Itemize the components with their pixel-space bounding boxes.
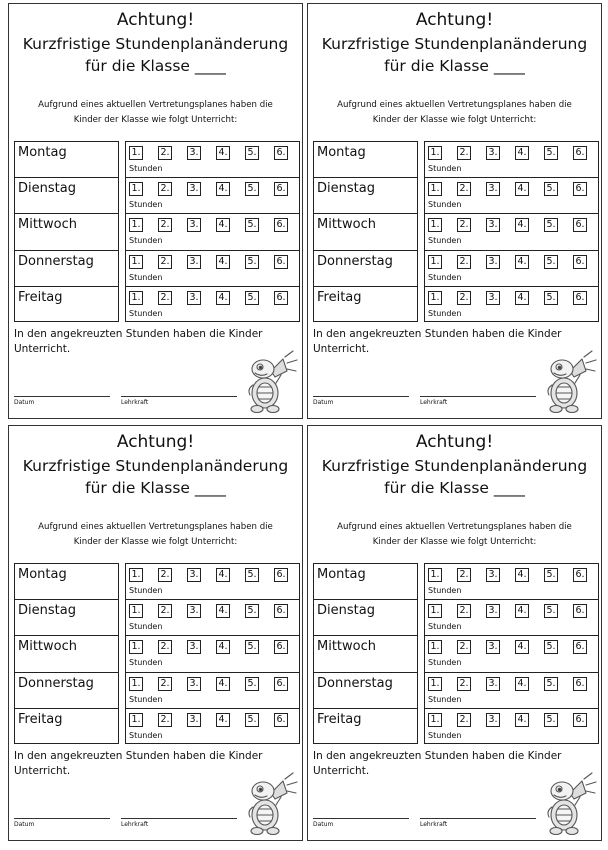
lesson-checkbox[interactable]: 3.: [486, 640, 500, 654]
day-name: Dienstag: [317, 181, 375, 197]
day-column: [14, 141, 119, 322]
lesson-checkbox[interactable]: 2.: [457, 640, 471, 654]
teacher-label: Lehrkraft: [121, 821, 149, 828]
lesson-row: [425, 214, 598, 250]
day-row: [15, 142, 118, 178]
turtle-megaphone-icon: [241, 771, 299, 837]
day-name: Freitag: [18, 289, 63, 305]
lesson-checkbox[interactable]: 1.: [129, 713, 143, 727]
day-name: Donnerstag: [18, 675, 94, 691]
lesson-row: [126, 251, 299, 287]
lesson-checkbox[interactable]: 4.: [216, 568, 230, 582]
lesson-checkbox[interactable]: 6.: [573, 255, 587, 269]
lesson-checkbox[interactable]: 6.: [274, 604, 288, 618]
schedule-table: [14, 563, 300, 744]
turtle-megaphone-icon: [540, 771, 598, 837]
day-row: [314, 636, 417, 672]
lesson-row: [126, 214, 299, 250]
lesson-checkbox[interactable]: 6.: [573, 218, 587, 232]
intro-line2: Kinder der Klasse wie folgt Unterricht:: [372, 115, 537, 125]
day-row: [15, 636, 118, 672]
day-row: [15, 251, 118, 287]
lesson-checkboxes: [129, 146, 288, 160]
lesson-checkbox[interactable]: 1.: [428, 604, 442, 618]
lesson-checkbox[interactable]: 4.: [216, 713, 230, 727]
lessons-label: Stunden: [428, 236, 462, 246]
date-signature-line[interactable]: [14, 818, 110, 819]
lesson-checkbox[interactable]: 6.: [274, 640, 288, 654]
day-row: [314, 673, 417, 709]
day-row: [314, 214, 417, 250]
lesson-checkboxes: [428, 640, 587, 654]
day-name: Donnerstag: [317, 675, 393, 691]
teacher-signature-line[interactable]: [420, 818, 536, 819]
intro-line2: Kinder der Klasse wie folgt Unterricht:: [73, 115, 238, 125]
teacher-signature-line[interactable]: [121, 396, 237, 397]
lessons-label: Stunden: [129, 308, 163, 318]
lesson-checkbox[interactable]: 2.: [158, 291, 172, 305]
lesson-checkbox[interactable]: 5.: [544, 182, 558, 196]
day-name: Montag: [317, 145, 366, 160]
lesson-checkbox[interactable]: 2.: [158, 604, 172, 618]
lesson-checkbox[interactable]: 1.: [129, 255, 143, 269]
day-row: [314, 251, 417, 287]
lesson-checkbox[interactable]: 1.: [428, 640, 442, 654]
lessons-label: Stunden: [129, 200, 163, 210]
lesson-checkbox[interactable]: 2.: [457, 255, 471, 269]
lesson-checkbox[interactable]: 6.: [274, 146, 288, 160]
lesson-row: [126, 142, 299, 178]
notice-subtitle-line2: für die Klasse ____: [85, 479, 226, 497]
lesson-checkbox[interactable]: 4.: [216, 640, 230, 654]
lesson-checkbox[interactable]: 5.: [245, 640, 259, 654]
lesson-checkbox[interactable]: 4.: [216, 146, 230, 160]
lesson-checkboxes: [129, 291, 288, 305]
notice-subtitle-line1: Kurzfristige Stundenplanänderung: [22, 35, 289, 53]
date-label: Datum: [313, 821, 334, 828]
lesson-row: [425, 178, 598, 214]
lesson-checkboxes: [428, 255, 587, 269]
lesson-checkbox[interactable]: 1.: [428, 218, 442, 232]
lesson-row: [425, 564, 598, 600]
lesson-checkboxes: [129, 568, 288, 582]
lesson-checkbox[interactable]: 1.: [129, 291, 143, 305]
lesson-checkbox[interactable]: 5.: [544, 640, 558, 654]
note-line1: In den angekreuzten Stunden haben die Kinder: [313, 328, 562, 340]
lessons-label: Stunden: [129, 272, 163, 282]
lesson-checkbox[interactable]: 6.: [573, 713, 587, 727]
lesson-checkbox[interactable]: 6.: [274, 182, 288, 196]
intro-text: [9, 520, 302, 550]
lesson-checkbox[interactable]: 1.: [428, 146, 442, 160]
lesson-checkbox[interactable]: 6.: [573, 604, 587, 618]
notice-title: Achtung!: [415, 432, 494, 452]
lesson-checkbox[interactable]: 2.: [457, 218, 471, 232]
lesson-checkbox[interactable]: 6.: [274, 677, 288, 691]
intro-text: [308, 98, 601, 128]
intro-line2: Kinder der Klasse wie folgt Unterricht:: [73, 537, 238, 547]
lesson-checkboxes: [129, 640, 288, 654]
lesson-checkbox[interactable]: 4.: [216, 604, 230, 618]
day-name: Mittwoch: [18, 217, 77, 233]
intro-line1: Aufgrund eines aktuellen Vertretungsplanes haben die: [38, 100, 273, 110]
lessons-label: Stunden: [428, 308, 462, 318]
notice-title: Achtung!: [116, 432, 195, 452]
day-row: [15, 287, 118, 323]
lesson-checkbox[interactable]: 5.: [245, 713, 259, 727]
day-row: [314, 709, 417, 745]
lesson-checkbox[interactable]: 4.: [515, 568, 529, 582]
day-column: [313, 141, 418, 322]
lesson-checkbox[interactable]: 5.: [245, 604, 259, 618]
lesson-checkbox[interactable]: 5.: [245, 146, 259, 160]
lesson-checkbox[interactable]: 2.: [158, 146, 172, 160]
day-row: [314, 178, 417, 214]
notice-card: [307, 3, 602, 419]
lesson-row: [126, 287, 299, 323]
lesson-checkbox[interactable]: 1.: [129, 568, 143, 582]
lesson-checkbox[interactable]: 2.: [457, 677, 471, 691]
lesson-checkboxes: [129, 604, 288, 618]
lessons-label: Stunden: [428, 658, 462, 668]
lesson-checkboxes: [428, 146, 587, 160]
lesson-row: [425, 673, 598, 709]
teacher-signature-line[interactable]: [420, 396, 536, 397]
lesson-checkboxes: [428, 182, 587, 196]
note-line2: Unterricht.: [313, 765, 370, 777]
lessons-label: Stunden: [129, 694, 163, 704]
lesson-row: [425, 142, 598, 178]
lesson-checkbox[interactable]: 1.: [129, 218, 143, 232]
intro-text: [9, 98, 302, 128]
notice-subtitle-line1: Kurzfristige Stundenplanänderung: [321, 457, 588, 475]
lesson-checkbox[interactable]: 2.: [457, 146, 471, 160]
lessons-label: Stunden: [129, 586, 163, 595]
schedule-table: [14, 141, 300, 322]
date-signature-line[interactable]: [313, 396, 409, 397]
notice-subtitle-line2: für die Klasse ____: [85, 57, 226, 75]
day-name: Freitag: [317, 711, 362, 727]
lesson-checkbox[interactable]: 1.: [428, 568, 442, 582]
lesson-checkbox[interactable]: 2.: [457, 604, 471, 618]
intro-text: [308, 520, 601, 550]
day-column: [14, 563, 119, 744]
lesson-checkbox[interactable]: 1.: [129, 182, 143, 196]
lesson-checkboxes: [129, 255, 288, 269]
lesson-checkbox[interactable]: 2.: [158, 568, 172, 582]
lesson-row: [126, 709, 299, 745]
notice-card: [307, 425, 602, 841]
lesson-row: [126, 673, 299, 709]
lesson-checkbox[interactable]: 6.: [274, 218, 288, 232]
day-name: Donnerstag: [18, 253, 94, 269]
lesson-checkbox[interactable]: 1.: [129, 146, 143, 160]
lesson-checkbox[interactable]: 5.: [544, 604, 558, 618]
lesson-checkbox[interactable]: 1.: [428, 677, 442, 691]
teacher-label: Lehrkraft: [420, 821, 448, 828]
notice-title: Achtung!: [415, 10, 494, 30]
lesson-checkbox[interactable]: 6.: [274, 568, 288, 582]
lessons-label: Stunden: [129, 236, 163, 246]
lesson-checkbox[interactable]: 5.: [245, 677, 259, 691]
lesson-checkboxes: [428, 291, 587, 305]
lesson-checkbox[interactable]: 6.: [573, 146, 587, 160]
day-name: Dienstag: [317, 603, 375, 619]
lessons-label: Stunden: [428, 694, 462, 704]
notice-subtitle-line2: für die Klasse ____: [384, 57, 525, 75]
intro-line1: Aufgrund eines aktuellen Vertretungsplanes haben die: [38, 522, 273, 532]
lesson-checkbox[interactable]: 6.: [573, 568, 587, 582]
lesson-checkbox[interactable]: 3.: [486, 604, 500, 618]
lessons-label: Stunden: [428, 164, 462, 173]
turtle-megaphone-icon: [540, 349, 598, 415]
notice-subtitle-line2: für die Klasse ____: [384, 479, 525, 497]
lesson-checkbox[interactable]: 4.: [216, 291, 230, 305]
lesson-checkbox[interactable]: 5.: [245, 218, 259, 232]
lesson-checkbox[interactable]: 2.: [158, 677, 172, 691]
day-name: Montag: [18, 567, 67, 582]
lesson-checkbox[interactable]: 4.: [515, 218, 529, 232]
lesson-checkbox[interactable]: 1.: [428, 182, 442, 196]
day-name: Montag: [317, 567, 366, 582]
lesson-checkboxes: [428, 568, 587, 582]
note-line1: In den angekreuzten Stunden haben die Kinder: [14, 750, 263, 762]
lesson-checkbox[interactable]: 3.: [187, 146, 201, 160]
lesson-checkbox[interactable]: 6.: [274, 291, 288, 305]
lesson-checkboxes: [428, 604, 587, 618]
turtle-megaphone-icon: [241, 349, 299, 415]
lesson-checkbox[interactable]: 4.: [515, 640, 529, 654]
lesson-checkbox[interactable]: 4.: [515, 604, 529, 618]
lesson-checkbox[interactable]: 3.: [187, 604, 201, 618]
lesson-column: [424, 141, 599, 322]
lesson-checkboxes: [428, 218, 587, 232]
date-label: Datum: [14, 399, 35, 406]
lesson-checkbox[interactable]: 4.: [216, 255, 230, 269]
date-label: Datum: [313, 399, 334, 406]
lesson-row: [126, 178, 299, 214]
lesson-checkbox[interactable]: 4.: [515, 713, 529, 727]
date-signature-line[interactable]: [14, 396, 110, 397]
notice-card: [8, 3, 303, 419]
lesson-checkbox[interactable]: 4.: [515, 677, 529, 691]
day-row: [314, 142, 417, 178]
lessons-label: Stunden: [129, 658, 163, 668]
lesson-checkbox[interactable]: 3.: [486, 291, 500, 305]
lesson-checkboxes: [428, 677, 587, 691]
lesson-checkbox[interactable]: 5.: [245, 291, 259, 305]
schedule-table: [313, 141, 599, 322]
teacher-label: Lehrkraft: [121, 399, 149, 406]
lesson-checkbox[interactable]: 5.: [544, 713, 558, 727]
lesson-checkbox[interactable]: 1.: [428, 255, 442, 269]
day-name: Freitag: [18, 711, 63, 727]
lesson-checkbox[interactable]: 2.: [158, 218, 172, 232]
lesson-column: [125, 563, 300, 744]
day-name: Dienstag: [18, 181, 76, 197]
lesson-row: [425, 600, 598, 636]
lesson-checkbox[interactable]: 5.: [544, 291, 558, 305]
lesson-column: [125, 141, 300, 322]
day-name: Dienstag: [18, 603, 76, 619]
schedule-table: [313, 563, 599, 744]
lesson-checkbox[interactable]: 5.: [245, 255, 259, 269]
date-label: Datum: [14, 821, 35, 828]
lesson-checkbox[interactable]: 3.: [486, 255, 500, 269]
lesson-checkbox[interactable]: 6.: [573, 291, 587, 305]
lesson-checkbox[interactable]: 3.: [486, 146, 500, 160]
lessons-label: Stunden: [129, 622, 163, 632]
lesson-checkbox[interactable]: 1.: [129, 640, 143, 654]
lesson-checkbox[interactable]: 6.: [274, 255, 288, 269]
lesson-checkbox[interactable]: 2.: [457, 713, 471, 727]
day-row: [15, 564, 118, 600]
day-row: [15, 709, 118, 745]
lesson-checkboxes: [129, 677, 288, 691]
lesson-row: [425, 287, 598, 323]
note-line1: In den angekreuzten Stunden haben die Kinder: [14, 328, 263, 340]
day-name: Montag: [18, 145, 67, 160]
lesson-checkbox[interactable]: 1.: [129, 604, 143, 618]
lesson-checkboxes: [129, 182, 288, 196]
lesson-checkbox[interactable]: 4.: [216, 218, 230, 232]
lesson-checkbox[interactable]: 4.: [515, 146, 529, 160]
lesson-checkbox[interactable]: 6.: [573, 182, 587, 196]
day-row: [15, 178, 118, 214]
lessons-label: Stunden: [428, 730, 462, 740]
lesson-checkbox[interactable]: 3.: [187, 182, 201, 196]
day-row: [314, 600, 417, 636]
lesson-checkbox[interactable]: 6.: [573, 677, 587, 691]
day-row: [15, 673, 118, 709]
day-name: Donnerstag: [317, 253, 393, 269]
lesson-checkbox[interactable]: 2.: [457, 291, 471, 305]
lesson-checkbox[interactable]: 4.: [216, 677, 230, 691]
lessons-label: Stunden: [428, 272, 462, 282]
note-line2: Unterricht.: [313, 343, 370, 355]
notice-subtitle-line1: Kurzfristige Stundenplanänderung: [22, 457, 289, 475]
lesson-checkboxes: [428, 713, 587, 727]
day-name: Mittwoch: [317, 217, 376, 233]
day-name: Freitag: [317, 289, 362, 305]
note-line2: Unterricht.: [14, 765, 71, 777]
notice-subtitle-line1: Kurzfristige Stundenplanänderung: [321, 35, 588, 53]
lesson-checkbox[interactable]: 2.: [158, 713, 172, 727]
day-row: [15, 600, 118, 636]
lesson-checkbox[interactable]: 5.: [544, 677, 558, 691]
lesson-checkbox[interactable]: 3.: [187, 255, 201, 269]
lesson-checkbox[interactable]: 3.: [187, 713, 201, 727]
lesson-checkbox[interactable]: 3.: [486, 677, 500, 691]
lesson-checkbox[interactable]: 6.: [573, 640, 587, 654]
lesson-row: [126, 600, 299, 636]
day-row: [314, 287, 417, 323]
day-name: Mittwoch: [18, 639, 77, 655]
lessons-label: Stunden: [428, 586, 462, 595]
day-column: [313, 563, 418, 744]
lesson-checkbox[interactable]: 1.: [428, 713, 442, 727]
notice-title: Achtung!: [116, 10, 195, 30]
lesson-checkbox[interactable]: 3.: [187, 218, 201, 232]
lessons-label: Stunden: [428, 200, 462, 210]
teacher-label: Lehrkraft: [420, 399, 448, 406]
lesson-checkbox[interactable]: 1.: [129, 677, 143, 691]
lesson-checkbox[interactable]: 2.: [158, 182, 172, 196]
lesson-checkbox[interactable]: 3.: [486, 568, 500, 582]
lesson-checkbox[interactable]: 5.: [544, 255, 558, 269]
teacher-signature-line[interactable]: [121, 818, 237, 819]
note-line1: In den angekreuzten Stunden haben die Kinder: [313, 750, 562, 762]
lesson-checkbox[interactable]: 4.: [216, 182, 230, 196]
intro-line1: Aufgrund eines aktuellen Vertretungsplanes haben die: [337, 522, 572, 532]
lesson-row: [126, 636, 299, 672]
note-line2: Unterricht.: [14, 343, 71, 355]
lesson-checkbox[interactable]: 4.: [515, 182, 529, 196]
lesson-checkboxes: [129, 218, 288, 232]
lesson-checkbox[interactable]: 2.: [457, 568, 471, 582]
lesson-checkbox[interactable]: 5.: [544, 146, 558, 160]
lesson-checkbox[interactable]: 1.: [428, 291, 442, 305]
date-signature-line[interactable]: [313, 818, 409, 819]
lesson-checkbox[interactable]: 3.: [187, 291, 201, 305]
lessons-label: Stunden: [129, 164, 163, 173]
lesson-checkbox[interactable]: 5.: [544, 568, 558, 582]
day-row: [314, 564, 417, 600]
lesson-row: [425, 709, 598, 745]
lesson-checkbox[interactable]: 3.: [187, 568, 201, 582]
intro-line1: Aufgrund eines aktuellen Vertretungsplanes haben die: [337, 100, 572, 110]
lesson-row: [425, 251, 598, 287]
lessons-label: Stunden: [428, 622, 462, 632]
intro-line2: Kinder der Klasse wie folgt Unterricht:: [372, 537, 537, 547]
lesson-checkbox[interactable]: 3.: [486, 218, 500, 232]
lesson-checkbox[interactable]: 4.: [515, 291, 529, 305]
lesson-checkbox[interactable]: 2.: [457, 182, 471, 196]
lesson-checkbox[interactable]: 5.: [245, 182, 259, 196]
lesson-row: [425, 636, 598, 672]
lessons-label: Stunden: [129, 730, 163, 740]
lesson-checkbox[interactable]: 3.: [486, 713, 500, 727]
notice-card: [8, 425, 303, 841]
lesson-row: [126, 564, 299, 600]
lesson-column: [424, 563, 599, 744]
lesson-checkbox[interactable]: 2.: [158, 255, 172, 269]
day-row: [15, 214, 118, 250]
lesson-checkbox[interactable]: 5.: [544, 218, 558, 232]
lesson-checkbox[interactable]: 5.: [245, 568, 259, 582]
lesson-checkbox[interactable]: 6.: [274, 713, 288, 727]
lesson-checkboxes: [129, 713, 288, 727]
lesson-checkbox[interactable]: 4.: [515, 255, 529, 269]
lesson-checkbox[interactable]: 3.: [486, 182, 500, 196]
day-name: Mittwoch: [317, 639, 376, 655]
lesson-checkbox[interactable]: 3.: [187, 640, 201, 654]
lesson-checkbox[interactable]: 3.: [187, 677, 201, 691]
lesson-checkbox[interactable]: 2.: [158, 640, 172, 654]
